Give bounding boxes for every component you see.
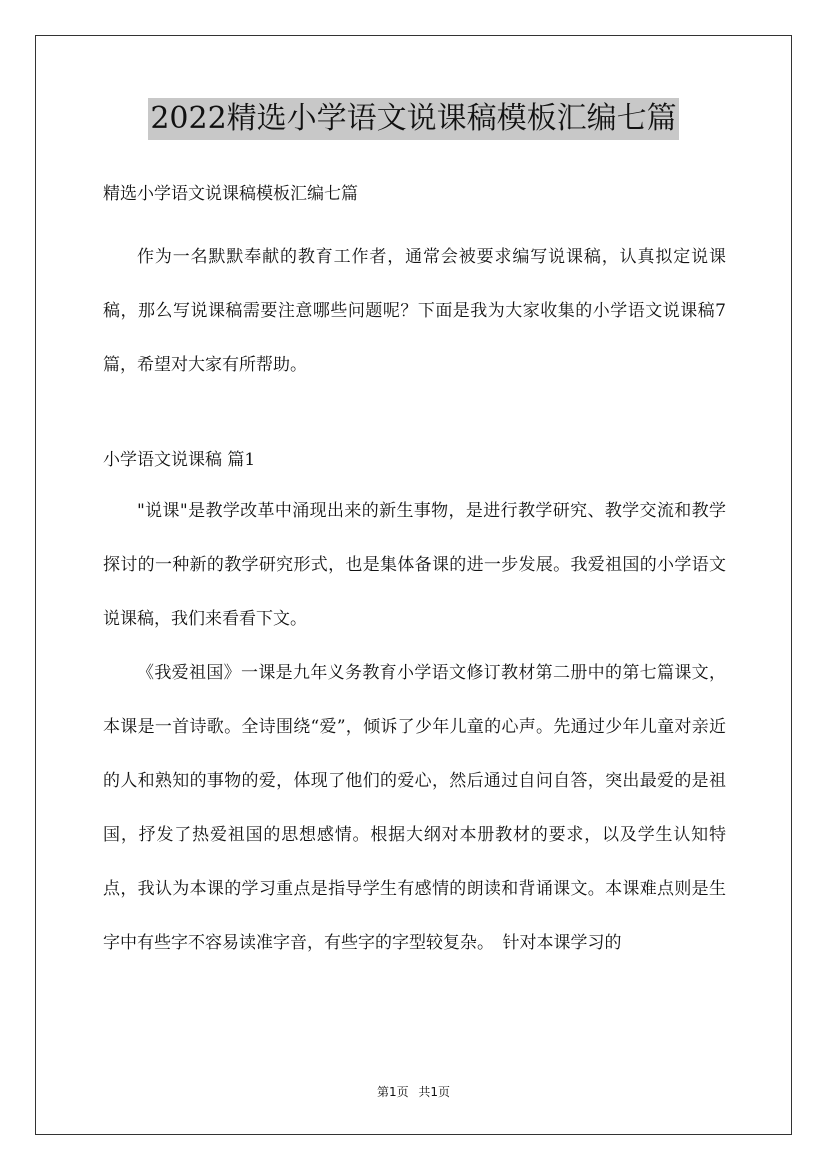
page-footer (0, 1083, 827, 1100)
document-subtitle: 精选小学语文说课稿模板汇编七篇 (103, 184, 358, 204)
page-number: 第1页 (376, 1085, 409, 1099)
document-title: 2022精选小学语文说课稿模板汇编七篇 (148, 98, 678, 140)
body-paragraph-2: 《我爱祖国》一课是九年义务教育小学语文修订教材第二册中的第七篇课文，本课是一首诗歌。全诗围绕“爱”，倾诉了少年儿童的心声。先通过少年儿童对亲近的人和熟知的事物的爱，体现了他们的爱心，然后通过自问自答，突出最爱的是祖国，抒发了热爱祖国的思想感情。根据大纲对本册教材的要求，以及学生认知特点，我认为本课的学习重点是指导学生有感情的朗读和背诵课文。本课难点则是生字中有些字不容易读准字音，有些字的字型较复杂。 针对本课学习的 (103, 663, 726, 953)
section-heading: 小学语文说课稿 篇1 (103, 450, 256, 470)
page-total: 共1页 (418, 1085, 451, 1099)
document-body (103, 176, 726, 970)
body-paragraph-1: "说课"是教学改革中涌现出来的新生事物，是进行教学研究、教学交流和教学探讨的一种新的教学研究形式，也是集体备课的进一步发展。我爱祖国的小学语文说课稿，我们来看看下文。 (103, 501, 726, 629)
intro-paragraph: 作为一名默默奉献的教育工作者，通常会被要求编写说课稿，认真拟定说课稿，那么写说课稿需要注意哪些问题呢？下面是我为大家收集的小学语文说课稿7篇，希望对大家有所帮助。 (103, 247, 726, 375)
title-container (0, 98, 827, 140)
